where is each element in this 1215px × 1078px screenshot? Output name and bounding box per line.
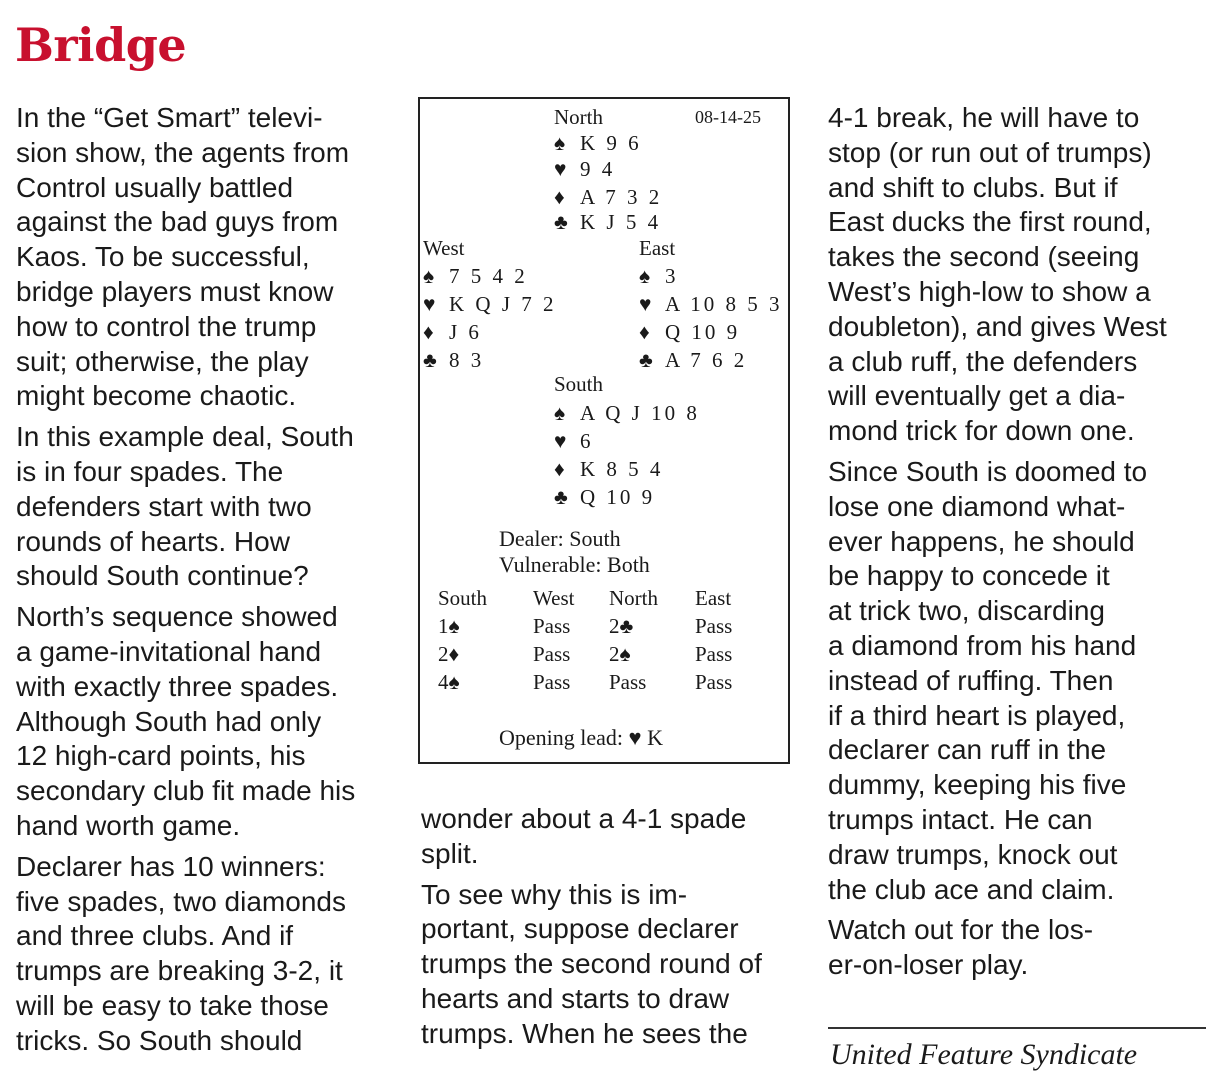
bid: Pass (533, 642, 571, 666)
west-label: West (423, 236, 465, 260)
syndicate-credit: United Feature Syndicate (830, 1038, 1138, 1071)
diamond-icon: ♦ (639, 320, 650, 344)
west-hearts: ♥ K Q J 7 2 (423, 292, 557, 316)
bid: Pass (695, 670, 733, 694)
heart-icon: ♥ (554, 429, 567, 453)
bid: Pass (533, 614, 571, 638)
footer-divider (828, 1027, 1206, 1029)
bid: Pass (695, 642, 733, 666)
bidding-header-west: West (533, 586, 575, 610)
bid: 1♠ (438, 614, 460, 638)
spade-icon: ♠ (639, 264, 651, 288)
east-label: East (639, 236, 676, 260)
paragraph: Since South is doomed to lose one diamond what- ever happens, he should be happy to concede it at trick two, discarding a diamond from his hand instead of ruffing. Then if a third heart is played, declarer can ruff in the dummy, keeping his five trumps intact. He can draw trumps, knock out the club ace and claim. (828, 455, 1148, 905)
spade-icon: ♠ (423, 264, 435, 288)
bid: 2♣ (609, 614, 634, 638)
spade-icon: ♠ (554, 401, 566, 425)
deal-diagram (418, 97, 790, 764)
paragraph: In this example deal, South is in four spades. The defenders start with two rounds of hearts. How should South continue? (16, 421, 354, 592)
diamond-icon: ♦ (423, 320, 434, 344)
bid: 2♠ (609, 642, 631, 666)
club-icon: ♣ (554, 485, 568, 509)
east-spades: ♠ 3 (639, 264, 679, 288)
paragraph: 4-1 break, he will have to stop (or run out of trumps) and shift to clubs. But if East ducks the first round, takes the second (seeing West’s high-low to show a doubleton), and gives West a club ruff, the defenders will eventually get a dia- mond trick for down one. (828, 102, 1167, 447)
north-label: North (554, 105, 603, 129)
west-spades: ♠ 7 5 4 2 (423, 264, 528, 288)
north-clubs: ♣ K J 5 4 (554, 210, 662, 234)
club-icon: ♣ (423, 348, 437, 372)
north-diamonds: ♦ A 7 3 2 (554, 185, 663, 209)
spade-icon: ♠ (554, 131, 566, 155)
bidding-header-east: East (695, 586, 732, 610)
page-title: Bridge (15, 18, 187, 72)
north-spades: ♠ K 9 6 (554, 131, 642, 155)
bid: 2♦ (438, 642, 460, 666)
west-diamonds: ♦ J 6 (423, 320, 482, 344)
bid: Pass (695, 614, 733, 638)
opening-lead: Opening lead: ♥ K (499, 725, 663, 750)
south-hearts: ♥ 6 (554, 429, 594, 453)
diamond-icon: ♦ (554, 185, 565, 209)
heart-icon: ♥ (554, 157, 567, 181)
south-diamonds: ♦ K 8 5 4 (554, 457, 664, 481)
vulnerable-info: Vulnerable: Both (499, 552, 650, 577)
paragraph: To see why this is im- portant, suppose declarer trumps the second round of hearts and starts to draw trumps. When he sees the (421, 878, 762, 1049)
article-column-1 (16, 101, 408, 1065)
west-clubs: ♣ 8 3 (423, 348, 485, 372)
bid: Pass (533, 670, 571, 694)
bid: 4♠ (438, 670, 460, 694)
east-hearts: ♥ A 10 8 5 3 (639, 292, 783, 316)
heart-icon: ♥ (423, 292, 436, 316)
bidding-header-south: South (438, 586, 488, 610)
paragraph: Declarer has 10 winners: five spades, two diamonds and three clubs. And if trumps are breaking 3-2, it will be easy to take those tricks. So South should (16, 850, 346, 1056)
club-icon: ♣ (639, 348, 653, 372)
south-clubs: ♣ Q 10 9 (554, 485, 656, 509)
article-column-3 (828, 101, 1213, 989)
north-hearts: ♥ 9 4 (554, 157, 616, 181)
paragraph: wonder about a 4-1 spade split. (421, 803, 747, 869)
diamond-icon: ♦ (554, 457, 565, 481)
east-clubs: ♣ A 7 6 2 (639, 348, 748, 372)
bid: Pass (609, 670, 647, 694)
dealer-info: Dealer: South (499, 526, 621, 551)
club-icon: ♣ (554, 210, 568, 234)
south-label: South (554, 372, 604, 396)
deal-date: 08-14-25 (695, 107, 761, 127)
paragraph: In the “Get Smart” televi- sion show, the agents from Control usually battled against the bad guys from Kaos. To be successful, bridge players must know how to control the trump suit; otherwise, the play might become chaotic. (16, 102, 350, 412)
heart-icon: ♥ (639, 292, 652, 316)
paragraph: North’s sequence showed a game-invitational hand with exactly three spades. Although South had only 12 high-card points, his secondary club fit made his hand worth game. (16, 601, 356, 841)
bidding-header-north: North (609, 586, 658, 610)
paragraph: Watch out for the los- er-on-loser play. (828, 914, 1094, 981)
article-column-2 (421, 802, 813, 1058)
east-diamonds: ♦ Q 10 9 (639, 320, 741, 344)
south-spades: ♠ A Q J 10 8 (554, 401, 700, 425)
